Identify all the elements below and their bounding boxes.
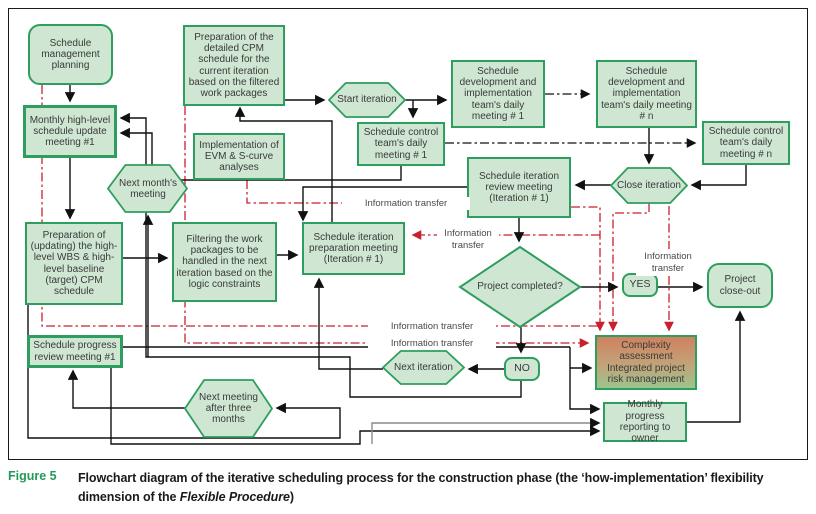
node-label: Schedule control team's daily meeting # n xyxy=(708,126,784,160)
figure-number: Figure 5 xyxy=(8,469,57,483)
node-control-daily-meeting-n xyxy=(702,121,790,165)
node-label: Schedule iteration review meeting (Iteration # 1) xyxy=(478,170,560,205)
caption-main: Flowchart diagram of the iterative scheduling process for the construction phase (the ‘how-implementation’ flexibility dimension of the xyxy=(78,471,764,505)
caption-close: ) xyxy=(289,490,294,505)
node-dev-daily-meeting-1 xyxy=(451,60,545,128)
node-label: Implementation of EVM & S-curve analyses xyxy=(199,139,279,174)
node-progress-review-meeting xyxy=(27,335,123,368)
line-nextmeeting-to-progressreview xyxy=(73,371,185,408)
info-transfer-text: Information xyxy=(444,228,492,240)
caption-italic: Flexible Procedure xyxy=(179,490,290,505)
node-label: Monthly progress reporting to owner xyxy=(619,399,671,445)
node-label: Complexity assessment Integrated project risk management xyxy=(607,339,685,385)
node-wbs-baseline-cpm xyxy=(25,222,123,305)
node-label: Monthly high-level schedule update meeting #1 xyxy=(29,114,111,149)
node-label: NO xyxy=(514,362,530,375)
node-control-daily-meeting-1 xyxy=(357,122,445,166)
node-label: Schedule development and implementation team's daily meeting # n xyxy=(601,65,692,122)
node-label: Filtering the work packages to be handled in the next iteration based on the logic constraints xyxy=(176,233,273,290)
node-label: Close iteration xyxy=(617,180,681,192)
node-label: Project completed? xyxy=(477,281,563,293)
info-transfer-label-3 xyxy=(636,249,700,276)
node-label: Next iteration xyxy=(394,362,453,374)
node-no xyxy=(504,357,540,381)
figure-caption xyxy=(8,469,808,508)
close-iteration-hexagon xyxy=(611,168,687,203)
node-evm-scurve xyxy=(193,133,285,180)
info-transfer-label-2 xyxy=(437,226,499,253)
red-line-info-transfer-4 xyxy=(571,207,600,330)
info-transfer-text: Information transfer xyxy=(390,320,474,332)
info-transfer-text: transfer xyxy=(451,239,485,251)
info-transfer-text: Information transfer xyxy=(390,337,474,349)
line-feed-monthlyreport-2 xyxy=(372,423,599,444)
project-completed-diamond xyxy=(460,247,580,327)
node-monthly-progress-reporting xyxy=(603,399,687,445)
node-schedule-management-planning xyxy=(28,24,113,85)
node-project-close-out xyxy=(707,263,773,308)
node-complexity-assessment xyxy=(595,335,697,390)
next-iteration-hexagon xyxy=(383,351,464,384)
node-monthly-schedule-update-meeting xyxy=(23,105,117,158)
node-label: Schedule control team's daily meeting # 1 xyxy=(363,127,439,161)
node-label: Project close-out xyxy=(719,274,761,297)
node-label: Schedule iteration preparation meeting (Iteration # 1) xyxy=(309,231,398,266)
info-transfer-text: transfer xyxy=(651,262,685,274)
node-label: Next meeting after three months xyxy=(199,391,258,426)
node-dev-daily-meeting-n xyxy=(596,60,697,128)
start-iteration-hexagon xyxy=(329,83,405,117)
next-months-hexagon xyxy=(108,165,187,212)
node-filtering-work-packages xyxy=(172,222,277,302)
info-transfer-label-5 xyxy=(368,337,496,350)
info-transfer-text: Information xyxy=(644,251,692,263)
info-transfer-label-4 xyxy=(368,320,496,333)
info-transfer-label-1 xyxy=(342,197,470,210)
node-yes xyxy=(622,273,658,297)
node-label: Schedule management planning xyxy=(41,37,100,72)
info-transfer-text: Information transfer xyxy=(364,197,448,209)
node-label: Next month's meeting xyxy=(118,177,178,200)
line-controln-to-close xyxy=(692,165,746,185)
line-loop-to-nextmeeting xyxy=(28,305,340,438)
node-label: Preparation of (updating) the high-level WBS & high-level baseline (target) CPM schedule xyxy=(30,229,118,298)
next-meeting-hexagon xyxy=(185,380,272,437)
node-label: Schedule progress review meeting #1 xyxy=(33,340,117,363)
node-label: YES xyxy=(629,278,651,291)
node-label: Start iteration xyxy=(337,94,397,106)
node-label: Preparation of the detailed CPM schedule for the current iteration based on the filtered work packages xyxy=(188,31,280,100)
caption-text xyxy=(78,469,808,508)
node-label: Schedule development and implementation team's daily meeting # 1 xyxy=(459,65,537,122)
node-iteration-preparation-meeting xyxy=(302,222,405,275)
node-detailed-cpm-schedule xyxy=(183,25,285,106)
node-iteration-review-meeting xyxy=(467,157,571,218)
